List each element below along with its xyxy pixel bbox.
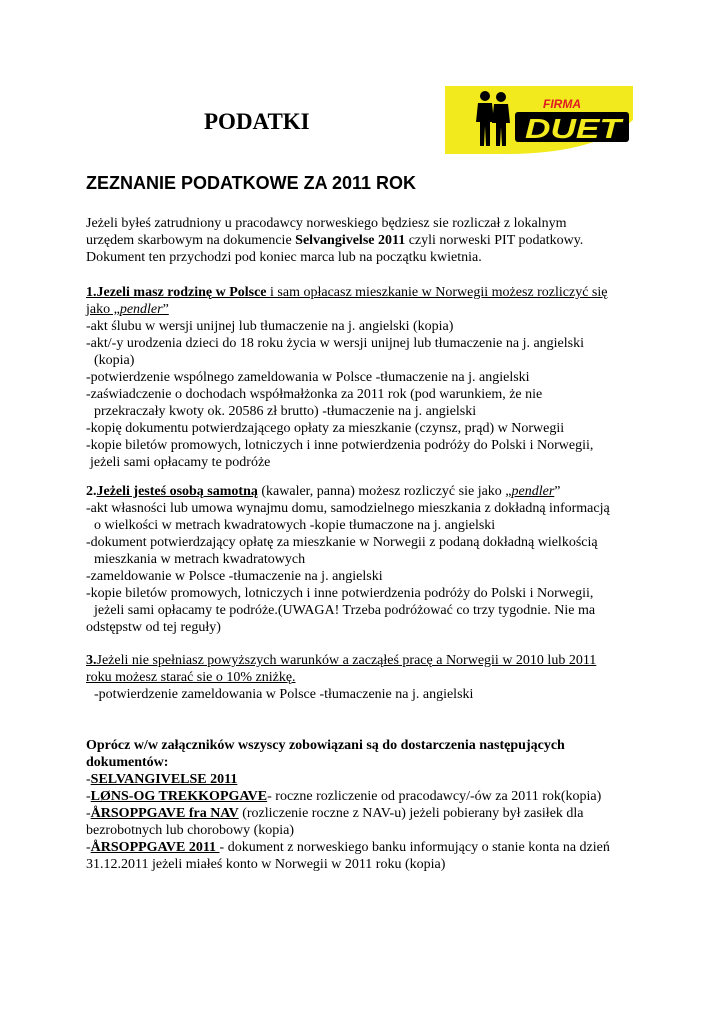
document-item-cont: bezrobotnych lub chorobowy (kopia) bbox=[86, 823, 294, 838]
final-section bbox=[86, 737, 638, 873]
logo-firma-text: FIRMA bbox=[543, 97, 581, 111]
final-heading-cont: dokumentów: bbox=[86, 755, 169, 770]
document-item: -LØNS-OG TREKKOPGAVE- roczne rozliczenie od pracodawcy/-ów za 2011 rok(kopia) bbox=[86, 789, 602, 804]
list-item: (kopia) bbox=[94, 353, 135, 368]
list-item: jeżeli sami opłacamy te podróże.(UWAGA! Trzeba podróżować co trzy tygodnie. Nie ma bbox=[94, 603, 596, 618]
list-item: -zaświadczenie o dochodach współmałżonka za 2011 rok (pod warunkiem, że nie bbox=[86, 387, 543, 402]
list-item: o wielkości w metrach kwadratowych -kopie tłumaczone na j. angielski bbox=[94, 518, 496, 533]
document-item: -SELVANGIVELSE 2011 bbox=[86, 772, 238, 787]
firma-duet-logo bbox=[445, 86, 633, 154]
section-1-heading: 1.Jezeli masz rodzinę w Polsce i sam opłacasz mieszkanie w Norwegii możesz rozliczyć się bbox=[86, 285, 608, 300]
list-item: -kopię dokumentu potwierdzającego opłaty za mieszkanie (czynsz, prąd) w Norwegii bbox=[86, 421, 565, 436]
document-item-cont: 31.12.2011 jeżeli miałeś konto w Norwegii w 2011 roku (kopia) bbox=[86, 857, 446, 872]
list-item: -akt własności lub umowa wynajmu domu, samodzielnego mieszkania z dokładną informacją bbox=[86, 501, 610, 516]
intro-line: urzędem skarbowym na dokumencie Selvangivelse 2011 czyli norweski PIT podatkowy. bbox=[86, 233, 584, 248]
section-2 bbox=[86, 483, 638, 636]
list-item: -kopie biletów promowych, lotniczych i inne potwierdzenia podróży do Polski i Norwegii, bbox=[86, 438, 594, 453]
section-3-heading: 3.Jeżeli nie spełniasz powyższych warunków a zacząłeś pracę a Norwegii w 2010 lub 2011 bbox=[86, 653, 597, 668]
list-item: -zameldowanie w Polsce -tłumaczenie na j. angielski bbox=[86, 569, 383, 584]
section-3 bbox=[86, 652, 638, 703]
section-1 bbox=[86, 284, 638, 471]
final-heading: Oprócz w/w załączników wszyscy zobowiązani są do dostarczenia następujących bbox=[86, 738, 565, 753]
section-heading: ZEZNANIE PODATKOWE ZA 2011 ROK bbox=[86, 173, 417, 193]
list-item: -potwierdzenie zameldowania w Polsce -tłumaczenie na j. angielski bbox=[94, 687, 474, 702]
intro-paragraph bbox=[86, 215, 638, 266]
list-item: jeżeli sami opłacamy te podróże bbox=[90, 455, 271, 470]
logo-duet-text: DUET bbox=[525, 113, 625, 144]
document-item: -ÅRSOPPGAVE 2011 - dokument z norweskiego banku informujący o stanie konta na dzień bbox=[86, 840, 610, 855]
list-item: -kopie biletów promowych, lotniczych i inne potwierdzenia podróży do Polski i Norwegii, bbox=[86, 586, 594, 601]
list-item: -akt/-y urodzenia dzieci do 18 roku życia w wersji unijnej lub tłumaczenie na j. angielski bbox=[86, 336, 584, 351]
intro-line: Dokument ten przychodzi pod koniec marca lub na początku kwietnia. bbox=[86, 250, 482, 265]
section-2-heading: 2.Jeżeli jesteś osobą samotną (kawaler, panna) możesz rozliczyć sie jako „pendler” bbox=[86, 484, 561, 499]
section-3-heading-cont: roku możesz starać sie o 10% zniżkę. bbox=[86, 670, 296, 685]
intro-line: Jeżeli byłeś zatrudniony u pracodawcy norweskiego będziesz sie rozliczał z lokalnym bbox=[86, 216, 567, 231]
list-item: mieszkania w metrach kwadratowych bbox=[94, 552, 306, 567]
list-item: przekraczały kwoty ok. 20586 zł brutto) -tłumaczenie na j. angielski bbox=[94, 404, 477, 419]
list-item: -potwierdzenie wspólnego zameldowania w Polsce -tłumaczenie na j. angielski bbox=[86, 370, 530, 385]
document-title: PODATKI bbox=[204, 109, 310, 134]
list-item: -dokument potwierdzający opłatę za mieszkanie w Norwegii z podaną dokładną wielkością bbox=[86, 535, 598, 550]
list-item: -akt ślubu w wersji unijnej lub tłumaczenie na j. angielski (kopia) bbox=[86, 319, 454, 334]
document-item: -ÅRSOPPGAVE fra NAV (rozliczenie roczne z NAV-u) jeżeli pobierany był zasiłek dla bbox=[86, 806, 584, 821]
list-item: odstępstw od tej reguły) bbox=[86, 620, 221, 635]
section-1-heading-cont: jako „pendler” bbox=[86, 302, 169, 317]
